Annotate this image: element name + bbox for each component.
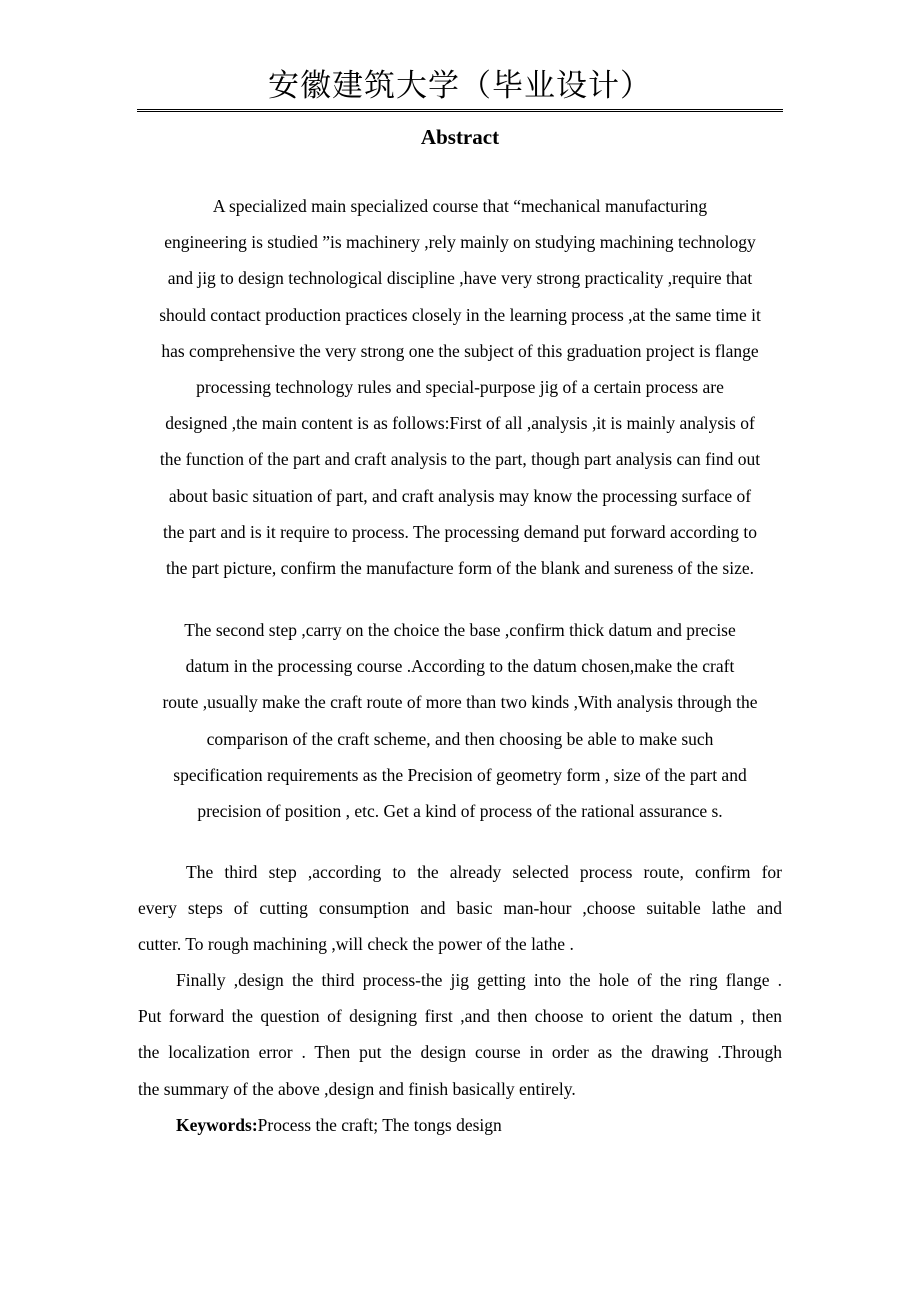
text-line: the localization error . Then put the design course in order as the drawing .Through [138, 1042, 782, 1063]
keywords-row [138, 1107, 782, 1143]
text-line: Finally ,design the third process-the jig getting into the hole of the ring flange . [176, 970, 782, 990]
text-line: A specialized main specialized course that “mechanical manufacturing [212, 196, 708, 216]
keywords-value: Process the craft; The tongs design [257, 1115, 502, 1135]
page-header-title: 安徽建筑大学（毕业设计） [268, 68, 652, 104]
keywords-label: Keywords: [176, 1115, 258, 1135]
abstract-paragraph-4 [138, 962, 782, 1107]
text-line: has comprehensive the very strong one the subject of this graduation project is flange [161, 340, 759, 361]
abstract-heading: Abstract [420, 125, 500, 149]
text-line: the function of the part and craft analysis to the part, though part analysis can find out [159, 449, 761, 470]
text-line: specification requirements as the Precision of geometry form , size of the part and [173, 764, 747, 785]
text-line: the part and is it require to process. The processing demand put forward according to [162, 521, 757, 542]
text-line: every steps of cutting consumption and basic man-hour ,choose suitable lathe and [138, 898, 782, 919]
text-line: and jig to design technological discipline ,have very strong practicality ,require that [167, 268, 753, 289]
text-line: precision of position , etc. Get a kind of process of the rational assurance s. [197, 801, 723, 822]
text-line: The second step ,carry on the choice the base ,confirm thick datum and precise [184, 620, 736, 640]
text-line: the part picture, confirm the manufacture form of the blank and sureness of the size. [166, 558, 754, 579]
text-line: designed ,the main content is as follows:First of all ,analysis ,it is mainly analysis of [165, 413, 755, 434]
text-line: route ,usually make the craft route of more than two kinds ,With analysis through the [162, 692, 758, 713]
text-line: cutter. To rough machining ,will check the power of the lathe . [138, 934, 574, 955]
text-line: The third step ,according to the already selected process route, confirm for [186, 862, 782, 882]
abstract-paragraph-3 [138, 854, 782, 963]
text-line: the summary of the above ,design and finish basically entirely. [138, 1078, 576, 1099]
header-rule [137, 109, 783, 112]
abstract-paragraph-1 [138, 188, 782, 586]
text-line: engineering is studied ”is machinery ,rely mainly on studying machining technology [164, 232, 756, 253]
text-line: datum in the processing course .According to the datum chosen,make the craft [185, 656, 735, 677]
text-line: Put forward the question of designing first ,and then choose to orient the datum , then [138, 1006, 782, 1027]
text-line: processing technology rules and special-purpose jig of a certain process are [196, 377, 724, 398]
text-line: should contact production practices closely in the learning process ,at the same time it [159, 304, 761, 325]
keywords-line [138, 1107, 782, 1143]
text-line: comparison of the craft scheme, and then choosing be able to make such [206, 728, 714, 749]
text-line: about basic situation of part, and craft analysis may know the processing surface of [168, 485, 752, 506]
abstract-paragraph-2 [138, 612, 782, 829]
